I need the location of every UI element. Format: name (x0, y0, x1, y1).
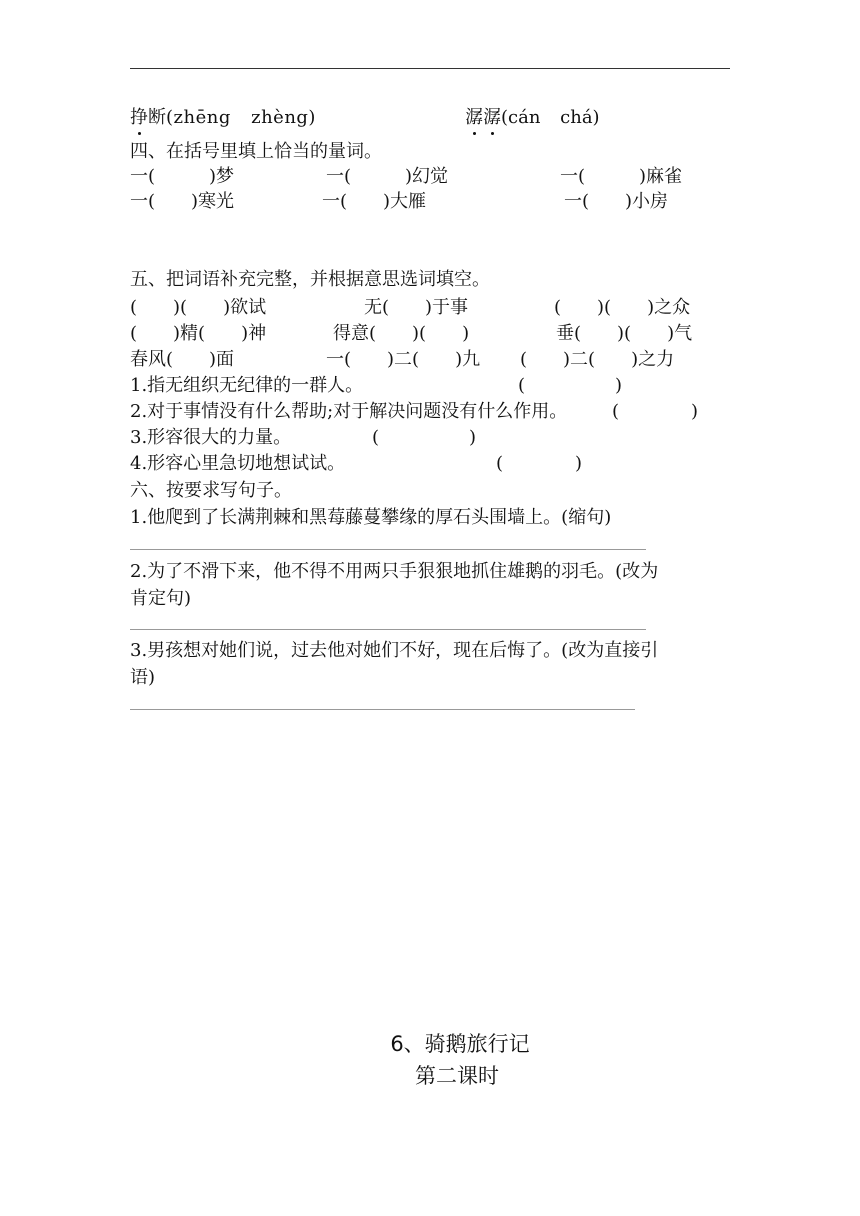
answer-blank: ( ) (612, 401, 699, 422)
idiom-item: ( )精( )神 (130, 323, 267, 344)
section-heading: 四、在括号里填上恰当的量词。 (130, 141, 382, 162)
question: 4.形容心里急切地想试试。 (130, 453, 346, 474)
sentence-task: 1.他爬到了长满荆棘和黑莓藤蔓攀缘的厚石头围墙上。(缩句) (130, 507, 612, 528)
measure-word-item: 一( )梦 (130, 166, 235, 187)
idiom-item: 一( )二( )九 (326, 349, 481, 370)
sentence-task: 2.为了不滑下来，他不得不用两只手狠狠地抓住雄鹅的羽毛。(改为 (130, 561, 659, 582)
answer-blank: ( ) (518, 375, 623, 396)
dotted-char: 潺 (465, 107, 483, 128)
answer-line (130, 549, 646, 550)
measure-word-item: 一( )麻雀 (560, 166, 683, 187)
answer-line (130, 629, 646, 630)
answer-line (130, 709, 635, 710)
dotted-char: 挣 (130, 107, 148, 128)
idiom-item: 垂( )( )气 (556, 323, 693, 344)
answer-blank: ( ) (372, 427, 477, 448)
sentence-task-cont: 肯定句) (130, 588, 192, 609)
header-rule (130, 68, 730, 69)
question: 1.指无组织无纪律的一群人。 (130, 375, 364, 396)
lesson-title: 6、骑鹅旅行记 (390, 1032, 530, 1056)
section-heading: 六、按要求写句子。 (130, 480, 292, 501)
question: 2.对于事情没有什么帮助;对于解决问题没有什么作用。 (130, 401, 568, 422)
lesson-subtitle: 第二课时 (415, 1064, 499, 1088)
measure-word-item: 一( )小房 (564, 191, 669, 212)
measure-word-item: 一( )幻觉 (326, 166, 449, 187)
idiom-item: ( )( )欲试 (130, 297, 267, 318)
char: 断 (148, 107, 166, 128)
measure-word-item: 一( )寒光 (130, 191, 235, 212)
question: 3.形容很大的力量。 (130, 427, 292, 448)
sentence-task-cont: 语) (130, 667, 156, 688)
pinyin-item-left (130, 106, 316, 130)
idiom-item: ( )二( )之力 (520, 349, 675, 370)
idiom-item: 得意( )( ) (333, 323, 470, 344)
dotted-char: 潺 (483, 107, 501, 128)
measure-word-item: 一( )大雁 (322, 191, 427, 212)
pinyin-options: (zhēng zhèng) (166, 107, 316, 128)
section-heading: 五、把词语补充完整，并根据意思选词填空。 (130, 269, 490, 290)
idiom-item: 春风( )面 (130, 349, 235, 370)
pinyin-item-right (465, 106, 600, 130)
idiom-item: 无( )于事 (364, 297, 469, 318)
sentence-task: 3.男孩想对她们说，过去他对她们不好，现在后悔了。(改为直接引 (130, 640, 659, 661)
answer-blank: ( ) (496, 453, 583, 474)
pinyin-options: (cán chá) (501, 107, 600, 128)
idiom-item: ( )( )之众 (554, 297, 691, 318)
